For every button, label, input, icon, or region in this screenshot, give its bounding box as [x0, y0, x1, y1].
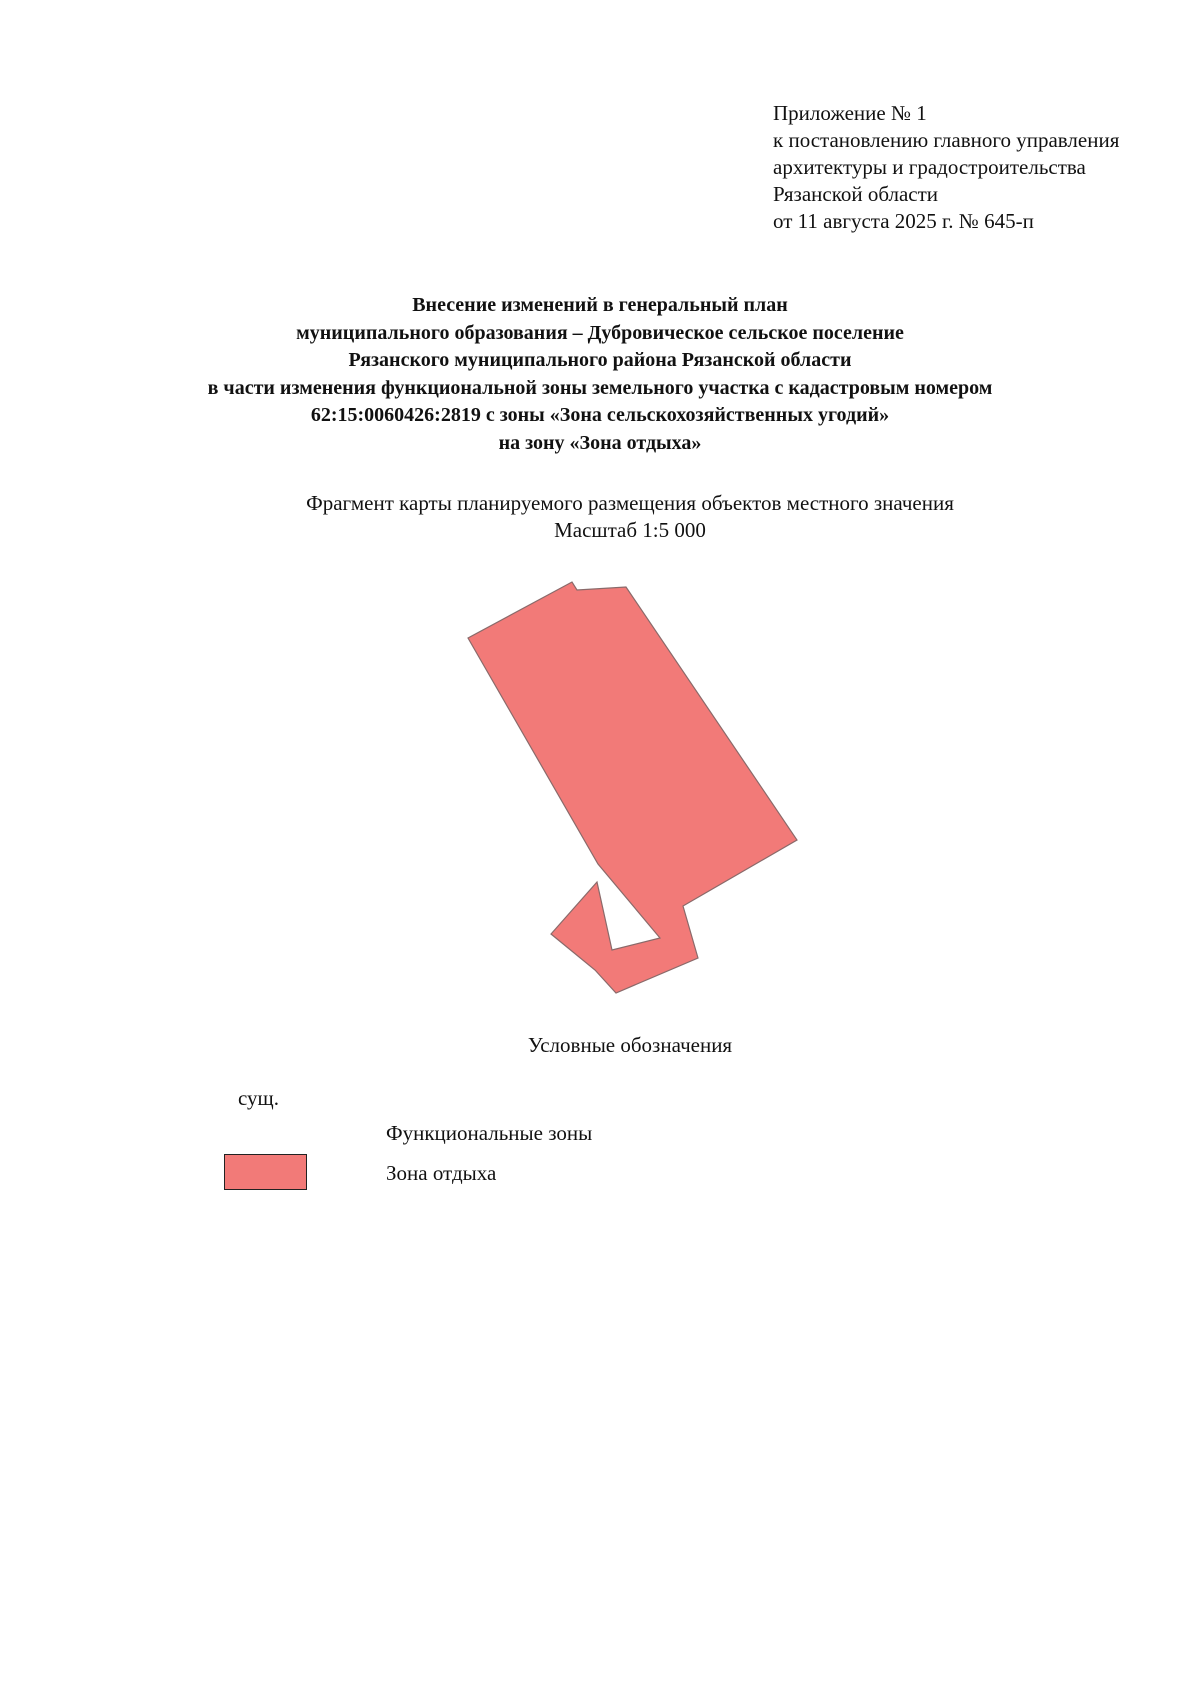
- title-line: муниципального образования – Дубровическое сельское поселение: [296, 321, 904, 344]
- recreation-zone-polygon: [468, 582, 797, 993]
- map-caption-text: Фрагмент карты планируемого размещения объектов местного значения: [306, 491, 954, 515]
- title-line: на зону «Зона отдыха»: [498, 431, 702, 454]
- appendix-block: [773, 100, 1119, 235]
- appendix-line: к постановлению главного управления: [773, 128, 1120, 152]
- map-caption: [0, 490, 1200, 544]
- recreation-zone-swatch: [224, 1154, 307, 1190]
- legend-status: сущ.: [238, 1086, 279, 1110]
- map-scale: Масштаб 1:5 000: [554, 518, 706, 542]
- appendix-line: Приложение № 1: [773, 101, 927, 125]
- title-line: в части изменения функциональной зоны земельного участка с кадастровым номером: [207, 376, 993, 399]
- legend-group-title: Функциональные зоны: [386, 1121, 593, 1145]
- title-line: Внесение изменений в генеральный план: [412, 294, 788, 316]
- appendix-line: от 11 августа 2025 г. № 645-п: [773, 209, 1034, 233]
- appendix-line: архитектуры и градостроительства: [773, 155, 1086, 179]
- title-line: Рязанского муниципального района Рязанской области: [348, 349, 852, 371]
- appendix-line: Рязанской области: [773, 182, 939, 206]
- legend-title: Условные обозначения: [527, 1033, 733, 1057]
- document-title: [0, 292, 1200, 457]
- legend-item-label: Зона отдыха: [386, 1161, 497, 1185]
- title-line: 62:15:0060426:2819 с зоны «Зона сельскохозяйственных угодий»: [310, 404, 890, 426]
